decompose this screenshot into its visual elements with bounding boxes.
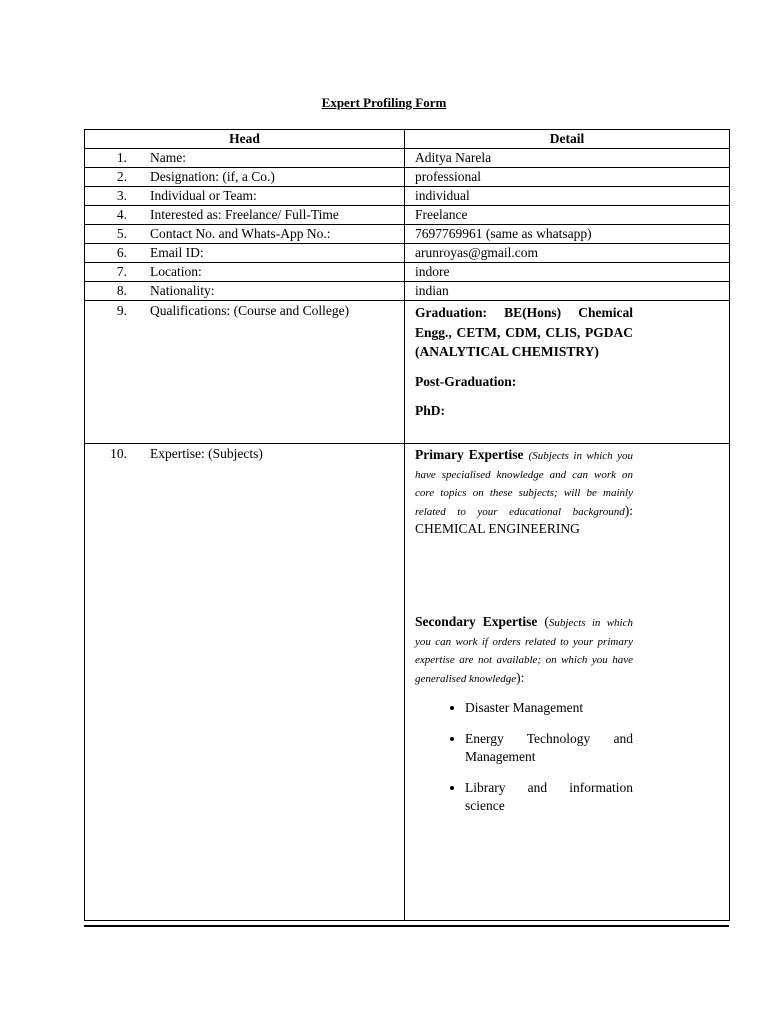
detail-cell: indian: [405, 282, 730, 301]
primary-expertise-note: (Subjects in which you have specialised knowledge and can work on core topics on these subjects; will be mainly related to your educational background: [415, 450, 634, 518]
form-title: Expert Profiling Form: [321, 95, 447, 110]
row-label: Contact No. and Whats-App No.:: [150, 226, 331, 241]
detail-cell: individual: [405, 187, 730, 206]
list-item: • Energy Technology and Management: [465, 730, 633, 767]
list-item: • Disaster Management: [465, 699, 633, 718]
column-header-detail: Detail: [405, 130, 730, 149]
detail-cell: arunroyas@gmail.com: [405, 244, 730, 263]
graduation-label: Graduation:: [415, 305, 488, 320]
list-item: • Library and information science: [465, 779, 633, 816]
detail-cell: indore: [405, 263, 730, 282]
row-label: Qualifications: (Course and College): [150, 303, 350, 318]
phd-label: PhD:: [415, 402, 445, 418]
row-label: Nationality:: [150, 283, 215, 298]
row-number: 4.: [116, 207, 127, 222]
head-cell: [85, 149, 405, 168]
secondary-expertise-title: Secondary Expertise: [415, 614, 538, 629]
graduation-value: BE(Hons) Chemical Engg., CETM, CDM, CLIS, PGDAC (ANALYTICAL CHEMISTRY): [415, 305, 633, 359]
qualifications-row: [85, 301, 730, 444]
graduation-entry: [415, 303, 633, 362]
row-number: 6.: [116, 245, 127, 260]
detail-cell: Freelance: [405, 206, 730, 225]
secondary-expertise: Secondary Expertise (Subjects in which you can work if orders related to your primary expertise are not available; on which you have generalised knowledge):: [415, 614, 633, 685]
row-label: Location:: [150, 264, 202, 279]
head-cell: [85, 263, 405, 282]
secondary-expertise-note: Subjects in which you can work if orders related to your primary expertise are not available; on which you have generalised knowledge: [415, 617, 633, 685]
row-label: Individual or Team:: [150, 188, 257, 203]
row-number: 1.: [116, 150, 127, 165]
row-number: 5.: [116, 226, 127, 241]
primary-expertise-title: Primary Expertise: [415, 447, 524, 462]
detail-cell: 7697769961 (same as whatsapp): [405, 225, 730, 244]
head-cell: [85, 206, 405, 225]
head-cell: [85, 244, 405, 263]
table-bottom-border: [84, 925, 729, 927]
table-row: [85, 168, 730, 187]
primary-expertise-value: CHEMICAL ENGINEERING: [415, 521, 580, 536]
post-graduation-label: Post-Graduation:: [415, 373, 517, 389]
profile-table: [84, 129, 730, 921]
head-cell: [85, 225, 405, 244]
table-row: [85, 206, 730, 225]
column-header-head: Head: [85, 130, 405, 149]
head-cell: [85, 168, 405, 187]
table-row: [85, 149, 730, 168]
detail-cell: professional: [405, 168, 730, 187]
row-label: Interested as: Freelance/ Full-Time: [150, 207, 339, 222]
head-cell: [85, 187, 405, 206]
row-number: 7.: [116, 264, 127, 279]
row-label: Email ID:: [150, 245, 204, 260]
primary-expertise: Primary Expertise (Subjects in which you have specialised knowledge and can work on core topics on these subjects; will be mainly related to your educational background): CHEMICAL ENGINEERING: [415, 447, 634, 536]
table-row: [85, 263, 730, 282]
expertise-row: [85, 444, 730, 921]
head-cell: [85, 282, 405, 301]
detail-cell: Aditya Narela: [405, 149, 730, 168]
row-label: Designation: (if, a Co.): [150, 169, 275, 184]
table-row: [85, 187, 730, 206]
row-label: Expertise: (Subjects): [150, 446, 263, 461]
row-label: Name:: [150, 150, 186, 165]
row-number: 9.: [116, 303, 127, 318]
secondary-expertise-list: [415, 699, 633, 816]
table-row: [85, 225, 730, 244]
table-row: [85, 282, 730, 301]
table-row: [85, 244, 730, 263]
row-number: 8.: [116, 283, 127, 298]
row-number: 10.: [110, 446, 127, 461]
row-number: 2.: [116, 169, 127, 184]
row-number: 3.: [116, 188, 127, 203]
